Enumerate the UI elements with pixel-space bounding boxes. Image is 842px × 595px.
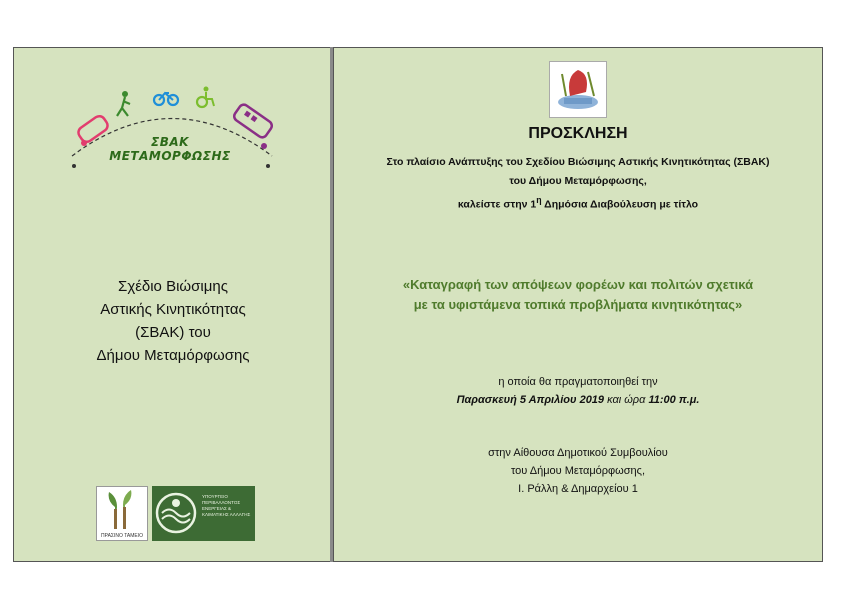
pedestrian-icon	[117, 91, 130, 116]
venue-line: Ι. Ράλλη & Δημαρχείου 1	[518, 483, 638, 495]
wheelchair-icon	[197, 87, 214, 108]
intro-line: Στο πλαίσιο Ανάπτυξης του Σχεδίου Βιώσιμης Αστικής Κινητικότητας (ΣΒΑΚ)	[386, 156, 770, 168]
municipality-crest	[549, 61, 607, 118]
tree-icon	[97, 487, 147, 531]
plan-title-line: Σχέδιο Βιώσιμης	[118, 278, 228, 295]
ministry-logo	[152, 486, 255, 541]
invitation-heading: ΠΡΟΣΚΛΗΣΗ	[528, 125, 628, 142]
plan-title	[13, 275, 333, 367]
event-mid: και ώρα	[604, 394, 649, 406]
venue-line: του Δήμου Μεταμόρφωσης,	[510, 465, 646, 477]
intro-line: του Δήμου Μεταμόρφωσης,	[509, 175, 647, 187]
event-time: 11:00 π.μ.	[648, 394, 700, 406]
intro-line3-post: Δημόσια Διαβούλευση με τίτλο	[541, 198, 699, 211]
consultation-title-line: με τα υφιστάμενα τοπικά προβλήματα κινητικότητας»	[413, 297, 743, 312]
green-fund-logo	[96, 486, 148, 541]
intro-line3-pre: καλείστε στην 1	[457, 198, 537, 211]
sbak-logo-text	[100, 135, 240, 163]
ordinal-superscript: η	[536, 195, 542, 205]
venue-details	[333, 444, 823, 498]
ministry-emblem-icon	[152, 486, 200, 541]
plan-title-line: Δήμου Μεταμόρφωσης	[96, 347, 250, 364]
consultation-title	[333, 275, 823, 315]
event-details	[333, 373, 823, 409]
crest-icon	[550, 62, 606, 117]
plan-title-line: (ΣΒΑΚ) του	[135, 324, 211, 341]
logo-text-line1: ΣΒΑΚ	[151, 135, 189, 149]
logo-text-line2: ΜΕΤΑΜΟΡΦΩΣΗΣ	[109, 149, 231, 163]
intro-line	[333, 191, 823, 215]
green-fund-caption: ΠΡΑΣΙΝΟ ΤΑΜΕΙΟ	[101, 533, 143, 539]
event-date: Παρασκευή 5 Απριλίου 2019	[456, 394, 605, 406]
consultation-title-line: «Καταγραφή των απόψεων φορέων και πολιτών σχετικά	[402, 277, 754, 292]
plan-title-line: Αστικής Κινητικότητας	[100, 301, 246, 318]
event-line: η οποία θα πραγματοποιηθεί την	[498, 376, 658, 388]
event-datetime	[333, 391, 823, 409]
ministry-caption: ΥΠΟΥΡΓΕΙΟ ΠΕΡΙΒΑΛΛΟΝΤΟΣ ΕΝΕΡΓΕΙΑΣ & ΚΛΙΜΑΤΙΚΗΣ ΑΛΛΑΓΗΣ	[202, 494, 251, 517]
bicycle-icon	[154, 93, 178, 105]
intro-text	[333, 153, 823, 215]
venue-line: στην Αίθουσα Δημοτικού Συμβουλίου	[488, 447, 668, 459]
